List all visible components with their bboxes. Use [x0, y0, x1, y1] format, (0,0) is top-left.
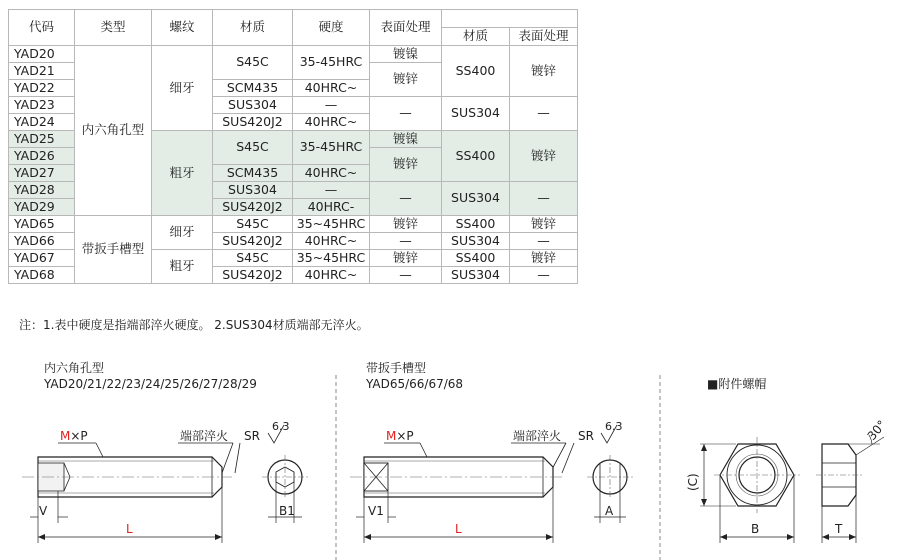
code-cell: YAD20 — [9, 46, 75, 63]
code-cell: YAD23 — [9, 97, 75, 114]
code-cell: YAD21 — [9, 63, 75, 80]
surface-cell: — — [370, 267, 442, 284]
thread-cell: 粗牙 — [152, 131, 213, 216]
hardness-cell: — — [293, 97, 370, 114]
c-dimension: (C) — [686, 473, 700, 491]
hardness-cell: 40HRC~ — [293, 80, 370, 97]
hardness-cell: 35~45HRC — [293, 216, 370, 233]
nut-material-cell: SUS304 — [442, 182, 510, 216]
table-note: 注：1.表中硬度是指端部淬火硬度。 2.SUS304材质端部无淬火。 — [19, 318, 369, 332]
sr-label: SR — [244, 429, 260, 443]
code-cell: YAD27 — [9, 165, 75, 182]
slot-type-codes: YAD65/66/67/68 — [366, 377, 464, 391]
hardness-cell: 40HRC- — [293, 199, 370, 216]
a-dimension: A — [605, 504, 614, 518]
code-cell: YAD26 — [9, 148, 75, 165]
sr-label: SR — [578, 429, 594, 443]
code-cell: YAD28 — [9, 182, 75, 199]
nut-surface-cell: 镀锌 — [510, 131, 578, 182]
wrench-slot-drawing — [350, 360, 633, 543]
header-nut-material: 材质 — [442, 28, 510, 46]
t-dimension: T — [835, 522, 843, 536]
nut-surface-cell: — — [510, 233, 578, 250]
nut-material-cell: SUS304 — [442, 233, 510, 250]
type-cell: 内六角孔型 — [75, 46, 152, 216]
surface-cell: 镀镍 — [370, 131, 442, 148]
v1-dimension: V1 — [368, 504, 384, 518]
header-nut-surface: 表面处理 — [510, 28, 578, 46]
thread-cell: 细牙 — [152, 46, 213, 131]
material-cell: S45C — [213, 250, 293, 267]
technical-drawings — [0, 345, 911, 560]
hardness-cell: 40HRC~ — [293, 114, 370, 131]
hardness-cell: 35-45HRC — [293, 46, 370, 80]
nut-material-cell: SS400 — [442, 216, 510, 233]
roughness-value: 6.3 — [605, 420, 623, 433]
hardness-cell: 40HRC~ — [293, 233, 370, 250]
thread-label: M×P — [386, 429, 414, 443]
nut-surface-cell: 镀锌 — [510, 46, 578, 97]
header-surface: 表面处理 — [370, 10, 442, 46]
surface-cell: — — [370, 97, 442, 131]
material-cell: S45C — [213, 216, 293, 233]
material-cell: S45C — [213, 131, 293, 165]
header-thread: 螺纹 — [152, 10, 213, 46]
material-cell: S45C — [213, 46, 293, 80]
nut-title: ■附件螺帽 — [707, 377, 767, 391]
code-cell: YAD67 — [9, 250, 75, 267]
surface-cell: 镀镍 — [370, 46, 442, 63]
header-type: 类型 — [75, 10, 152, 46]
code-cell: YAD65 — [9, 216, 75, 233]
material-cell: SCM435 — [213, 165, 293, 182]
material-cell: SUS304 — [213, 97, 293, 114]
hex-type-codes: YAD20/21/22/23/24/25/26/27/28/29 — [44, 377, 257, 391]
header-hardness: 硬度 — [293, 10, 370, 46]
header-code: 代码 — [9, 10, 75, 46]
spec-table — [8, 9, 578, 284]
nut-material-cell: SS400 — [442, 250, 510, 267]
surface-cell: 镀锌 — [370, 216, 442, 233]
l-dimension: L — [455, 522, 462, 536]
code-cell: YAD24 — [9, 114, 75, 131]
code-cell: YAD22 — [9, 80, 75, 97]
hardness-cell: 40HRC~ — [293, 267, 370, 284]
nut-surface-cell: — — [510, 267, 578, 284]
roughness-value: 6.3 — [272, 420, 290, 433]
hex-type-title: 内六角孔型 — [44, 361, 105, 375]
hex-socket-drawing — [22, 360, 308, 543]
thread-label: M×P — [60, 429, 88, 443]
nut-drawing — [686, 376, 889, 543]
hardness-cell: 35-45HRC — [293, 131, 370, 165]
type-cell: 带扳手槽型 — [75, 216, 152, 284]
end-quench-label: 端部淬火 — [513, 429, 562, 443]
hardness-cell: 35~45HRC — [293, 250, 370, 267]
header-material: 材质 — [213, 10, 293, 46]
nut-surface-cell: — — [510, 182, 578, 216]
material-cell: SUS420J2 — [213, 199, 293, 216]
code-cell: YAD66 — [9, 233, 75, 250]
b-dimension: B — [751, 522, 760, 536]
surface-cell: — — [370, 233, 442, 250]
material-cell: SCM435 — [213, 80, 293, 97]
thread-cell: 粗牙 — [152, 250, 213, 284]
v-dimension: V — [39, 504, 48, 518]
hardness-cell: — — [293, 182, 370, 199]
nut-surface-cell: 镀锌 — [510, 216, 578, 233]
code-cell: YAD29 — [9, 199, 75, 216]
nut-material-cell: SS400 — [442, 131, 510, 182]
header-nut-group — [442, 10, 578, 28]
code-cell: YAD68 — [9, 267, 75, 284]
material-cell: SUS420J2 — [213, 233, 293, 250]
hex-nut-side — [822, 444, 856, 506]
surface-cell: 镀锌 — [370, 63, 442, 97]
thread-cell: 细牙 — [152, 216, 213, 250]
surface-cell: 镀锌 — [370, 250, 442, 267]
nut-material-cell: SUS304 — [442, 267, 510, 284]
nut-material-cell: SUS304 — [442, 97, 510, 131]
hardness-cell: 40HRC~ — [293, 165, 370, 182]
material-cell: SUS420J2 — [213, 267, 293, 284]
surface-cell: 镀锌 — [370, 148, 442, 182]
material-cell: SUS304 — [213, 182, 293, 199]
nut-surface-cell: 镀锌 — [510, 250, 578, 267]
l-dimension: L — [126, 522, 133, 536]
surface-cell: — — [370, 182, 442, 216]
b1-dimension: B1 — [279, 504, 295, 518]
code-cell: YAD25 — [9, 131, 75, 148]
chamfer-angle: 30° — [864, 417, 889, 443]
nut-surface-cell: — — [510, 97, 578, 131]
nut-material-cell: SS400 — [442, 46, 510, 97]
end-quench-label: 端部淬火 — [180, 429, 229, 443]
slot-type-title: 带扳手槽型 — [366, 361, 427, 375]
material-cell: SUS420J2 — [213, 114, 293, 131]
